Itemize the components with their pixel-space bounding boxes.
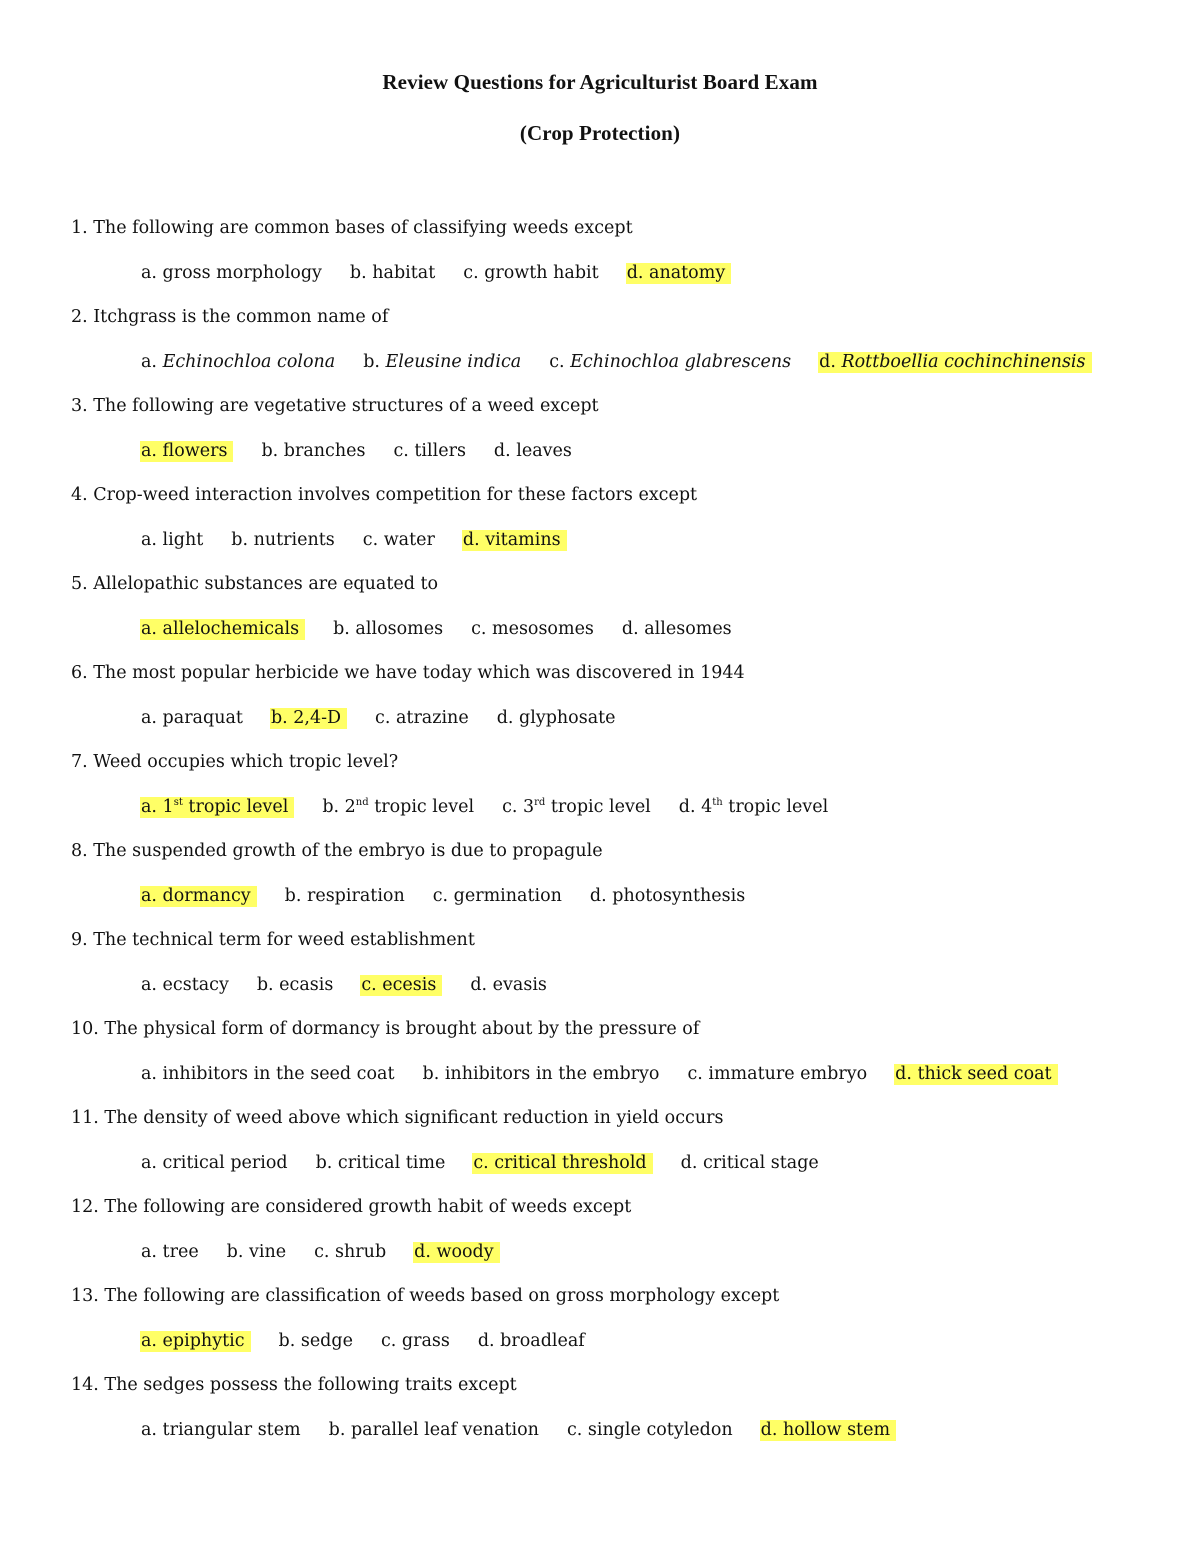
option-prefix: b.	[363, 351, 386, 372]
option-text: b. nutrients	[231, 529, 335, 550]
answer-option	[567, 1420, 733, 1440]
option-text: a. dormancy	[141, 885, 251, 906]
answer-option-correct	[626, 263, 732, 284]
option-text: b. branches	[261, 440, 366, 461]
answer-option	[322, 797, 474, 817]
option-text: d. critical stage	[680, 1152, 819, 1173]
answer-option	[471, 619, 594, 639]
option-text: d. photosynthesis	[589, 885, 746, 906]
option-text: c. single cotyledon	[566, 1419, 733, 1440]
answer-option	[227, 1242, 286, 1262]
option-text: a. inhibitors in the seed coat	[141, 1063, 395, 1084]
question-text: 8. The suspended growth of the embryo is due to propagule	[71, 841, 603, 861]
answer-option	[141, 530, 203, 550]
answer-options	[141, 1151, 847, 1175]
answer-option	[679, 797, 828, 817]
option-text: c. tillers	[393, 440, 466, 461]
answer-option	[231, 530, 335, 550]
option-text: c. ecesis	[361, 974, 437, 995]
answer-option	[285, 886, 405, 906]
answer-option	[423, 1064, 660, 1084]
answer-option-correct	[413, 1242, 499, 1263]
answer-options	[141, 1418, 924, 1442]
answer-options	[141, 795, 856, 819]
answer-options	[141, 1240, 528, 1264]
answer-option-correct	[894, 1064, 1057, 1085]
option-text: c. shrub	[314, 1241, 387, 1262]
answer-option-correct	[270, 708, 347, 729]
answer-option	[141, 708, 243, 728]
answer-option-correct	[818, 352, 1091, 373]
option-text: d. leaves	[493, 440, 572, 461]
answer-option-correct	[472, 1153, 652, 1174]
answer-option	[350, 263, 435, 283]
option-text: b. sedge	[278, 1330, 353, 1351]
answer-options	[141, 884, 773, 908]
answer-option	[681, 1153, 819, 1173]
question-text: 4. Crop-weed interaction involves competition for these factors except	[71, 485, 698, 505]
option-text: b. vine	[226, 1241, 287, 1262]
answer-option	[141, 1242, 199, 1262]
option-text: Echinochloa glabrescens	[570, 351, 792, 372]
answer-option	[363, 352, 521, 372]
ordinal-suffix: st	[173, 796, 183, 808]
answer-options	[141, 973, 575, 997]
option-text: c. germination	[432, 885, 562, 906]
option-prefix: c.	[549, 351, 571, 372]
answer-option	[590, 886, 745, 906]
answer-option	[622, 619, 732, 639]
answer-option	[433, 886, 562, 906]
answer-option	[314, 1242, 386, 1262]
option-text: a. ecstacy	[141, 974, 229, 995]
answer-options	[141, 1329, 613, 1353]
answer-option	[363, 530, 435, 550]
option-text: c. grass	[380, 1330, 450, 1351]
answer-option	[393, 441, 465, 461]
page-subtitle: (Crop Protection)	[519, 121, 681, 145]
option-text: tropic level	[182, 796, 289, 817]
answer-option	[141, 263, 322, 283]
answer-option	[333, 619, 443, 639]
option-text: a. critical period	[141, 1152, 288, 1173]
answer-option	[478, 1331, 585, 1351]
answer-option-correct	[462, 530, 567, 551]
answer-options	[141, 528, 595, 552]
answer-options	[141, 350, 1120, 374]
option-text: b. inhibitors in the embryo	[422, 1063, 660, 1084]
question-text: 7. Weed occupies which tropic level?	[71, 752, 399, 772]
option-text: b. 2,4-D	[270, 707, 342, 728]
option-text: c. water	[362, 529, 435, 550]
option-text: a. tree	[141, 1241, 199, 1262]
option-text: a. light	[141, 529, 204, 550]
answer-option-correct	[140, 1331, 251, 1352]
option-text: b. respiration	[284, 885, 405, 906]
answer-option-correct	[760, 1420, 896, 1441]
answer-option	[141, 1064, 395, 1084]
answer-options	[141, 1062, 1086, 1086]
answer-option	[141, 352, 335, 372]
ordinal-suffix: th	[712, 796, 723, 808]
answer-options	[141, 261, 759, 285]
question-text: 14. The sedges possess the following traits except	[71, 1375, 517, 1395]
option-text: d. hollow stem	[760, 1419, 891, 1440]
answer-option-correct	[360, 975, 442, 996]
question-text: 11. The density of weed above which significant reduction in yield occurs	[71, 1108, 724, 1128]
option-text: d. evasis	[470, 974, 547, 995]
option-text: a. triangular stem	[141, 1419, 301, 1440]
answer-option-correct	[140, 797, 294, 818]
option-text: d. glyphosate	[496, 707, 616, 728]
option-text: d. broadleaf	[477, 1330, 585, 1351]
answer-option-correct	[140, 619, 305, 640]
option-text: c. growth habit	[463, 262, 599, 283]
answer-options	[141, 706, 644, 730]
question-text: 5. Allelopathic substances are equated to	[71, 574, 439, 594]
answer-option	[329, 1420, 539, 1440]
option-text: c. critical threshold	[473, 1152, 647, 1173]
question-text: 10. The physical form of dormancy is brought about by the pressure of	[71, 1019, 700, 1039]
page-title: Review Questions for Agriculturist Board Exam	[382, 70, 818, 94]
option-text: d. thick seed coat	[895, 1063, 1052, 1084]
question-text: 2. Itchgrass is the common name of	[71, 307, 389, 327]
option-text: d. woody	[414, 1241, 494, 1262]
answer-option	[141, 975, 229, 995]
answer-option-correct	[140, 886, 257, 907]
answer-option	[463, 263, 598, 283]
answer-option	[141, 1420, 301, 1440]
answer-option	[257, 975, 333, 995]
option-text: a. flowers	[141, 440, 228, 461]
option-text: Rottboellia cochinchinensis	[841, 351, 1086, 372]
option-text: b. parallel leaf venation	[328, 1419, 539, 1440]
option-text: b. critical time	[315, 1152, 446, 1173]
answer-option	[316, 1153, 446, 1173]
option-text: b. habitat	[349, 262, 436, 283]
question-text: 13. The following are classification of weeds based on gross morphology except	[71, 1286, 780, 1306]
answer-option	[375, 708, 469, 728]
answer-option	[687, 1064, 867, 1084]
question-text: 9. The technical term for weed establishment	[71, 930, 475, 950]
question-text: 6. The most popular herbicide we have today which was discovered in 1944	[71, 663, 745, 683]
answer-option	[494, 441, 572, 461]
answer-option	[279, 1331, 353, 1351]
option-text: d. vitamins	[462, 529, 561, 550]
option-prefix: d.	[819, 351, 842, 372]
option-text: c. atrazine	[375, 707, 469, 728]
question-text: 12. The following are considered growth habit of weeds except	[71, 1197, 632, 1217]
answer-option	[141, 1153, 288, 1173]
answer-options	[141, 617, 760, 641]
option-prefix: a. 1	[141, 796, 174, 817]
option-text: d. allesomes	[621, 618, 732, 639]
question-text: 1. The following are common bases of classifying weeds except	[71, 218, 633, 238]
option-prefix: a.	[141, 351, 163, 372]
option-prefix: b. 2	[322, 796, 356, 817]
option-text: d. anatomy	[626, 262, 726, 283]
option-text: tropic level	[545, 796, 651, 817]
question-text: 3. The following are vegetative structures of a weed except	[71, 396, 599, 416]
ordinal-suffix: rd	[534, 796, 546, 808]
option-text: c. mesosomes	[471, 618, 594, 639]
option-text: b. allosomes	[333, 618, 444, 639]
option-prefix: d. 4	[678, 796, 713, 817]
option-text: a. gross morphology	[141, 262, 322, 283]
option-text: b. ecasis	[256, 974, 334, 995]
option-prefix: c. 3	[502, 796, 535, 817]
answer-option	[549, 352, 791, 372]
answer-option	[497, 708, 616, 728]
answer-options	[141, 439, 600, 463]
answer-option	[502, 797, 651, 817]
answer-option	[381, 1331, 450, 1351]
option-text: a. allelochemicals	[141, 618, 300, 639]
option-text: a. epiphytic	[141, 1330, 245, 1351]
option-text: Eleusine indica	[385, 351, 522, 372]
option-text: tropic level	[722, 796, 829, 817]
option-text: c. immature embryo	[687, 1063, 868, 1084]
option-text: tropic level	[368, 796, 475, 817]
option-text: Echinochloa colona	[162, 351, 336, 372]
answer-option-correct	[140, 441, 233, 462]
ordinal-suffix: nd	[355, 796, 369, 808]
option-text: a. paraquat	[141, 707, 243, 728]
answer-option	[261, 441, 365, 461]
answer-option	[470, 975, 547, 995]
